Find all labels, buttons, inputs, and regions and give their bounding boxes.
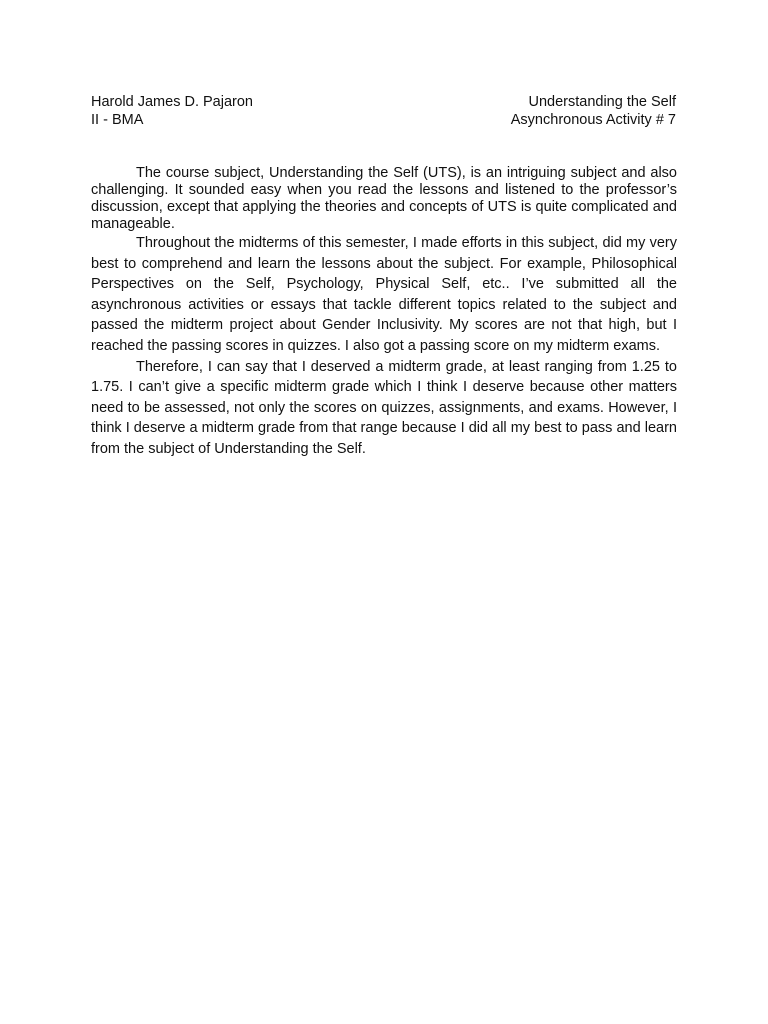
header-row-2 bbox=[91, 111, 676, 129]
paragraph: The course subject, Understanding the Self (UTS), is an intriguing subject and also challenging. It sounded easy when you read the lessons and listened to the professor’s discussion, except that applying the theories and concepts of UTS is quite complicated and manageable. bbox=[91, 165, 677, 232]
document-header bbox=[91, 93, 676, 129]
student-name: Harold James D. Pajaron bbox=[91, 94, 253, 110]
activity-title: Asynchronous Activity # 7 bbox=[510, 112, 676, 128]
paragraph: Therefore, I can say that I deserved a midterm grade, at least ranging from 1.25 to 1.75. I can’t give a specific midterm grade which I think I deserve because other matters need to be assessed, not only the scores on quizzes, assignments, and exams. However, I think I deserve a midterm grade from that range because I did all my best to pass and learn from the subject of Understanding the Self. bbox=[91, 358, 677, 457]
paragraph: Throughout the midterms of this semester, I made efforts in this subject, did my very best to comprehend and learn the lessons about the subject. For example, Philosophical Perspectives on the Self, Psychology, Physical Self, etc.. I’ve submitted all the asynchronous activities or essays that tackle different topics related to the subject and passed the midterm project about Gender Inclusivity. My scores are not that high, but I reached the passing scores in quizzes. I also got a passing score on my midterm exams. bbox=[91, 235, 677, 354]
course-title: Understanding the Self bbox=[528, 94, 676, 110]
header-row-1 bbox=[91, 93, 676, 111]
student-section: II - BMA bbox=[91, 112, 144, 128]
essay-body bbox=[91, 165, 677, 460]
